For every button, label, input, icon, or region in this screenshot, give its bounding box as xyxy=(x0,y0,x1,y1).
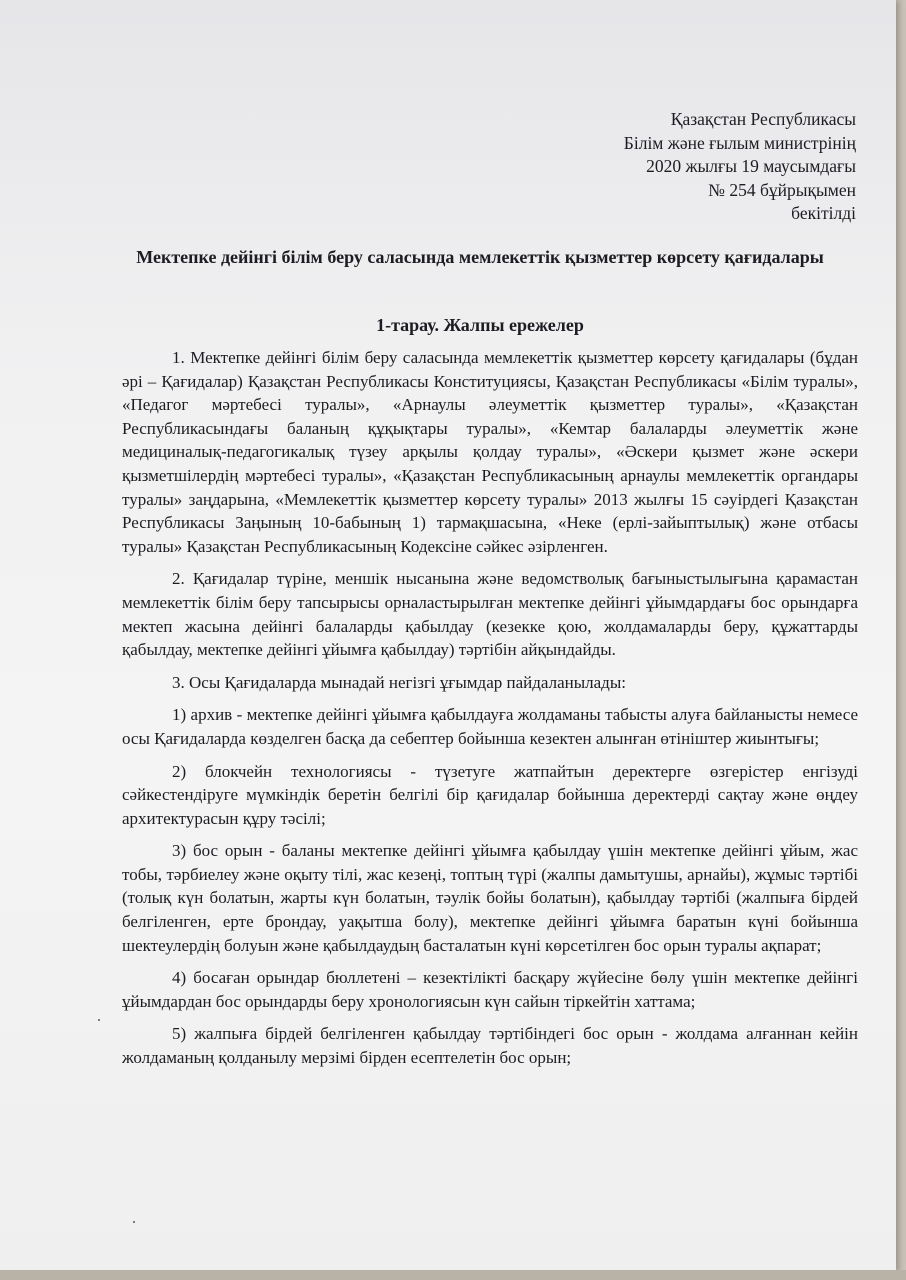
definition-item: 4) босаған орындар бюллетені – кезектілікті басқару жүйесіне бөлу үшін мектепке дейінгі ұйымдардан бос орындарды беру хронологиясын күн сайын тіркейтін хаттама; xyxy=(122,968,858,1011)
paragraph: 1. Мектепке дейінгі білім беру саласында мемлекеттік қызметтер көрсету қағидалары (бұдан әрі – Қағидалар) Қазақстан Республикасы Конституциясы, Қазақстан Республикасы «Білім туралы», «Педагог мәртебесі туралы», «Арнаулы әлеуметтік қызметтер туралы», «Қазақстан Республикасындағы баланың құқықтары туралы», «Кемтар балаларды әлеуметтік және медициналық-педагогикалық түзеу арқылы қолдау туралы», «Әскери қызмет және әскери қызметшілердің мәртебесі туралы», «Қазақстан Республикасының арнаулы мемлекеттік органдары туралы» заңдарына, «Мемлекеттік қызметтер көрсету туралы» 2013 жылғы 15 сәуірдегі Қазақстан Республикасы Заңының 10-бабының 1) тармақшасына, «Неке (ерлі-зайыптылық) және отбасы туралы» Қазақстан Республикасының Кодексіне сәйкес әзірленген. xyxy=(122,348,858,556)
document-title: Мектепке дейінгі білім беру саласында мемлекеттік қызметтер көрсету қағидалары xyxy=(136,247,824,267)
approval-line: бекітілді xyxy=(791,203,856,223)
speck xyxy=(98,1019,100,1021)
paragraph: 3. Осы Қағидаларда мынадай негізгі ұғымдар пайдаланылады: xyxy=(172,672,626,692)
approval-line: № 254 бұйрықымен xyxy=(708,179,856,200)
definition-item: 1) архив - мектепке дейінгі ұйымға қабылдауға жолдаманы табысты алуға байланысты немесе осы Қағидаларда көзделген басқа да себептер бойынша кезектен алынған өтініштер жиынтығы; xyxy=(122,705,858,748)
definition-item: 3) бос орын - баланы мектепке дейінгі ұйымға қабылдау үшін мектепке дейінгі ұйым, жас тобы, тәрбиелеу және оқыту тілі, жас кезеңі, топтың түрі (жалпы дамытушы, арнайы), жұмыс тәртібі (толық күн болатын, жарты күн болатын, тәулік бойы болатын), қабылдау тәртібі (жалпыға бірдей белгіленген, ерте брондау, уақытша болу), мектепке дейінгі ұйымға баратын күні бойынша шектеулердің болуын және қабылдаудың басталатын күні көрсетілген бос орын туралы ақпарат; xyxy=(122,841,858,955)
definition-item: 5) жалпыға бірдей белгіленген қабылдау тәртібіндегі бос орын - жолдама алғаннан кейін жолдаманың қолданылу мерзімі бірден есептелетін бос орын; xyxy=(122,1024,858,1068)
chapter-heading: 1-тарау. Жалпы ережелер xyxy=(376,315,584,335)
approval-line: 2020 жылғы 19 маусымдағы xyxy=(646,156,856,176)
approval-line: Білім және ғылым министрінің xyxy=(623,132,856,153)
paragraph: 2. Қағидалар түріне, меншік нысанына және ведомстволық бағыныстылығына қарамастан мемлекеттік білім беру тапсырысы орналастырылған мектепке дейінгі ұйымдардағы бос орындарға мектеп жасына дейінгі балаларды қабылдау (кезекке қою, жолдамаларды беру, құжаттарды қабылдау, мектепке дейінгі ұйымға қабылдау) тәртібін айқындайды. xyxy=(122,569,858,660)
definition-item: 2) блокчейн технологиясы - түзетуге жатпайтын деректерге өзгерістер енгізуді сәйкестендіруге мүмкіндік беретін белгілі бір қағидалар бойынша деректерді сақтау және өңдеу архитектурасын құру тәсілі; xyxy=(122,761,858,828)
approval-stamp-block xyxy=(624,108,856,226)
document-body xyxy=(122,346,858,1079)
speck xyxy=(133,1221,135,1223)
approval-line: Қазақстан Республикасы xyxy=(670,109,856,129)
